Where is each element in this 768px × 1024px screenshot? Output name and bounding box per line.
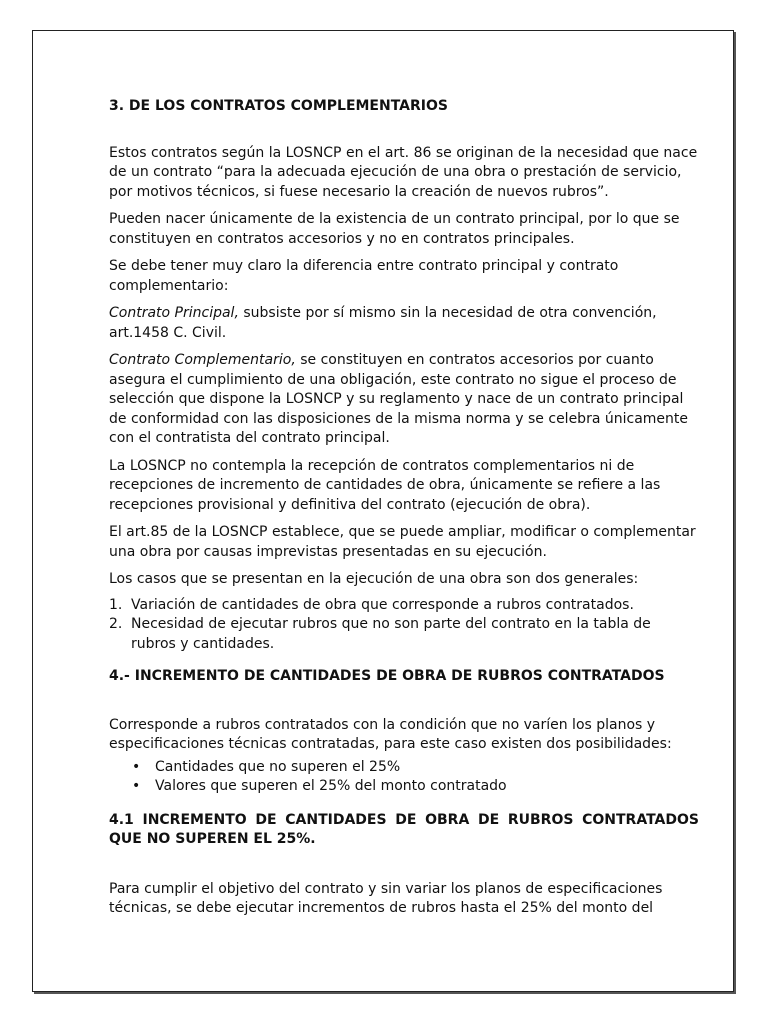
paragraph: Se debe tener muy claro la diferencia entre contrato principal y contrato complementario:: [109, 258, 619, 294]
list-item-text: Necesidad de ejecutar rubros que no son parte del contrato en la tabla de rubros y cantidades.: [131, 616, 651, 652]
document-body: [109, 97, 699, 927]
list-item: [109, 596, 699, 616]
bullet-list: [109, 758, 699, 797]
term-contrato-principal: Contrato Principal,: [109, 305, 239, 321]
paragraph: Para cumplir el objetivo del contrato y sin variar los planos de especificaciones técnicas, se debe ejecutar incrementos de rubros hasta el 25% del monto del: [109, 880, 663, 916]
paragraph: Los casos que se presentan en la ejecución de una obra son dos generales:: [109, 571, 639, 587]
definition-complementario: [109, 351, 699, 449]
numbered-list: [109, 596, 699, 655]
list-item: [109, 777, 699, 797]
list-number: 2.: [109, 616, 123, 632]
term-contrato-complementario: Contrato Complementario,: [109, 352, 296, 368]
paragraph: El art.85 de la LOSNCP establece, que se puede ampliar, modificar o complementar una obra por causas imprevistas presentadas en su ejecución.: [109, 524, 696, 560]
list-item: [109, 758, 699, 778]
list-item-text: Cantidades que no superen el 25%: [155, 758, 401, 775]
list-item-text: Variación de cantidades de obra que corresponde a rubros contratados.: [131, 596, 634, 613]
definition-text: se constituyen en contratos accesorios por cuanto asegura el cumplimiento de una obligación, este contrato no sigue el proceso de selección que dispone la LOSNCP y su reglamento y nace de un contrato principal de conformidad con las disposiciones de la misma norma y se celebra únicamente con el contratista del contrato principal.: [109, 352, 688, 446]
paragraph: Estos contratos según la LOSNCP en el art. 86 se originan de la necesidad que nace de un contrato “para la adecuada ejecución de una obra o prestación de servicio, por motivos técnicos, si fuese necesario la creación de nuevos rubros”.: [109, 144, 698, 200]
list-item: [109, 615, 699, 654]
definition-text: subsiste por sí mismo sin la necesidad de otra convención, art.1458 C. Civil.: [109, 305, 657, 341]
list-item-text: Valores que superen el 25% del monto contratado: [155, 778, 507, 794]
bullet-icon: •: [132, 758, 141, 775]
section-4-1-heading: 4.1 INCREMENTO DE CANTIDADES DE OBRA DE RUBROS CONTRATADOS QUE NO SUPEREN EL 25%.: [109, 811, 699, 847]
paragraph: Corresponde a rubros contratados con la condición que no varíen los planos y especificaciones técnicas contratadas, para este caso existen dos posibilidades:: [109, 716, 672, 752]
section-3-heading: 3. DE LOS CONTRATOS COMPLEMENTARIOS: [109, 98, 448, 114]
paragraph: Pueden nacer únicamente de la existencia de un contrato principal, por lo que se constituyen en contratos accesorios y no en contratos principales.: [109, 211, 680, 247]
definition-principal: [109, 304, 699, 343]
bullet-icon: •: [132, 778, 141, 794]
section-4-heading: 4.- INCREMENTO DE CANTIDADES DE OBRA DE RUBROS CONTRATADOS: [109, 668, 665, 684]
list-number: 1.: [109, 596, 123, 613]
paragraph: La LOSNCP no contempla la recepción de contratos complementarios ni de recepciones de incremento de cantidades de obra, únicamente se refiere a las recepciones provisional y definitiva del contrato (ejecución de obra).: [109, 457, 661, 513]
